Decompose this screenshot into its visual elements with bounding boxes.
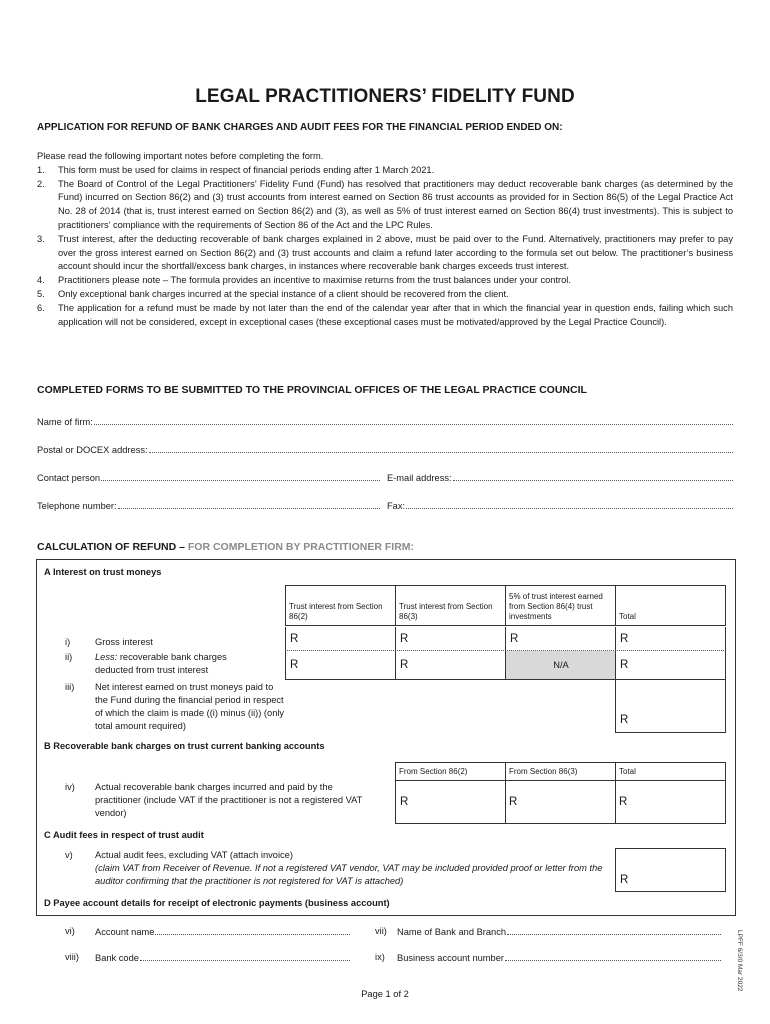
contact-person-line[interactable] [101,472,380,481]
row-i-label: Gross interest [95,637,153,647]
row-iii-roman: iii) [65,682,75,692]
bank-charges-86-3-input[interactable]: R [395,651,506,680]
row-ix-roman: ix) [375,952,385,962]
postal-address-line[interactable] [149,444,733,453]
gross-interest-86-2-input[interactable]: R [285,627,396,651]
telephone-field[interactable]: Telephone number: [37,500,380,511]
form-subtitle: APPLICATION FOR REFUND OF BANK CHARGES AND AUDIT FEES FOR THE FINANCIAL PERIOD ENDED ON: [37,122,563,133]
bank-charges-total-input[interactable]: R [615,651,726,680]
bank-code-field[interactable]: Bank code [95,952,350,963]
row-ii-roman: ii) [65,652,73,662]
fax-line[interactable] [406,500,733,509]
row-vi-roman: vi) [65,926,75,936]
postal-address-field[interactable]: Postal or DOCEX address: [37,444,733,455]
row-v-label: Actual audit fees, excluding VAT (attach invoice) (claim VAT from Receiver of Revenue. If not a registered VAT vendor, VAT may be included provided proof or letter from the auditor confirming that the practitioner is not registered for VAT is attached) [95,850,603,886]
business-account-line[interactable] [505,952,721,961]
telephone-line[interactable] [118,500,380,509]
firm-name-field[interactable]: Name of firm: [37,416,733,427]
net-interest-total-input[interactable]: R [615,680,726,733]
bank-charges-86-2-input[interactable]: R [285,651,396,680]
page-title: LEGAL PRACTITIONERS’ FIDELITY FUND [195,86,575,107]
fax-field[interactable]: Fax: [387,500,733,511]
col-header-86-4: 5% of trust interest earned from Section 86(4) trust investments [505,585,616,626]
section-c-title: C Audit fees in respect of trust audit [44,830,204,840]
b-col-header-86-2: From Section 86(2) [395,762,506,781]
col-header-86-2: Trust interest from Section 86(2) [285,585,396,626]
firm-name-line[interactable] [94,416,733,425]
section-b-title: B Recoverable bank charges on trust current banking accounts [44,741,325,751]
notes-intro: Please read the following important notes before completing the form. [37,151,324,161]
row-iii-label: Net interest earned on trust moneys paid to the Fund during the financial period in respect of which the claim is made ((i) minus (ii)) (only total amount required) [95,682,285,731]
note-item: 5. Only exceptional bank charges incurred at the special instance of a client should be recovered from the client. [37,288,509,299]
form-code: LPFF 6/3/0 Mar 2022 [736,930,743,992]
bank-charges-86-4-na: N/A [505,651,616,680]
row-viii-roman: viii) [65,952,79,962]
important-notes [37,150,733,329]
row-iv-label: Actual recoverable bank charges incurred and paid by the practitioner (include VAT if the practitioner is not a registered VAT vendor) [95,782,363,818]
email-field[interactable]: E-mail address: [387,472,733,483]
note-item: 1. This form must be used for claims in respect of financial periods ending after 1 March 2021. [37,164,435,175]
actual-charges-86-3-input[interactable]: R [505,780,616,824]
business-account-field[interactable]: Business account number [397,952,721,963]
row-v-roman: v) [65,850,73,860]
submit-heading: COMPLETED FORMS TO BE SUBMITTED TO THE PROVINCIAL OFFICES OF THE LEGAL PRACTICE COUNCIL [37,384,587,396]
note-item: 3. Trust interest, after the deducting recoverable of bank charges explained in 2 above, must be paid over to the Fund. Alternatively, practitioners may prefer to pay over the gross interest earned on Section 86(2) and (3) trust accounts and claim a refund later according to the formula set out below. The practitioner’s business account should incur the shortfall/excess bank charges, in instances where recoverable bank charges exceeds trust interest. [37,233,733,272]
gross-interest-total-input[interactable]: R [615,627,726,651]
col-header-86-3: Trust interest from Section 86(3) [395,585,506,626]
calculation-heading: CALCULATION OF REFUND – FOR COMPLETION BY PRACTITIONER FIRM: [37,541,415,553]
b-col-header-total: Total [615,762,726,781]
bank-branch-line[interactable] [507,926,721,935]
section-a-title: A Interest on trust moneys [44,567,162,577]
account-name-line[interactable] [155,926,350,935]
contact-person-field[interactable]: Contact person [37,472,380,483]
note-item: 2. The Board of Control of the Legal Practitioners’ Fidelity Fund (Fund) has resolved that practitioners may deduct recoverable bank charges (as determined by the Fund) incurred on Section 86(2) and (3) trust accounts from interest earned on Section 86 trust accounts as provided for in Section 86(5) of the Legal Practice Act No. 28 of 2014 (that is, trust interest earned on Section 86(2) and (3), as well as 5% of trust interest earned on Section 86(4) trust investments). This is subject to practitioners’ compliance with the requirements of Section 86 of the Act and the LPC Rules. [37,178,733,230]
account-name-field[interactable]: Account name [95,926,350,937]
bank-branch-field[interactable]: Name of Bank and Branch [397,926,721,937]
row-i-roman: i) [65,637,71,647]
audit-fees-input[interactable]: R [615,848,726,892]
b-col-header-86-3: From Section 86(3) [505,762,616,781]
col-header-total: Total [615,585,726,626]
row-ii-label: Less: recoverable bank charges deducted from trust interest [95,652,227,675]
section-d-title: D Payee account details for receipt of electronic payments (business account) [44,898,390,908]
actual-charges-total-input[interactable]: R [615,780,726,824]
page-number: Page 1 of 2 [361,989,409,999]
row-vii-roman: vii) [375,926,387,936]
note-item: 6. The application for a refund must be made by not later than the end of the calendar year after that in which the financial year in question ends, failing which such application will not be considered, except in exceptional cases (these exceptional cases must be motivated/approved by the Legal Practice Council). [37,302,733,327]
bank-code-line[interactable] [140,952,350,961]
email-line[interactable] [453,472,733,481]
note-item: 4. Practitioners please note – The formula provides an incentive to maximise returns from the trust balances under your control. [37,275,571,286]
gross-interest-86-3-input[interactable]: R [395,627,506,651]
gross-interest-86-4-input[interactable]: R [505,627,616,651]
actual-charges-86-2-input[interactable]: R [395,780,506,824]
row-iv-roman: iv) [65,782,75,792]
